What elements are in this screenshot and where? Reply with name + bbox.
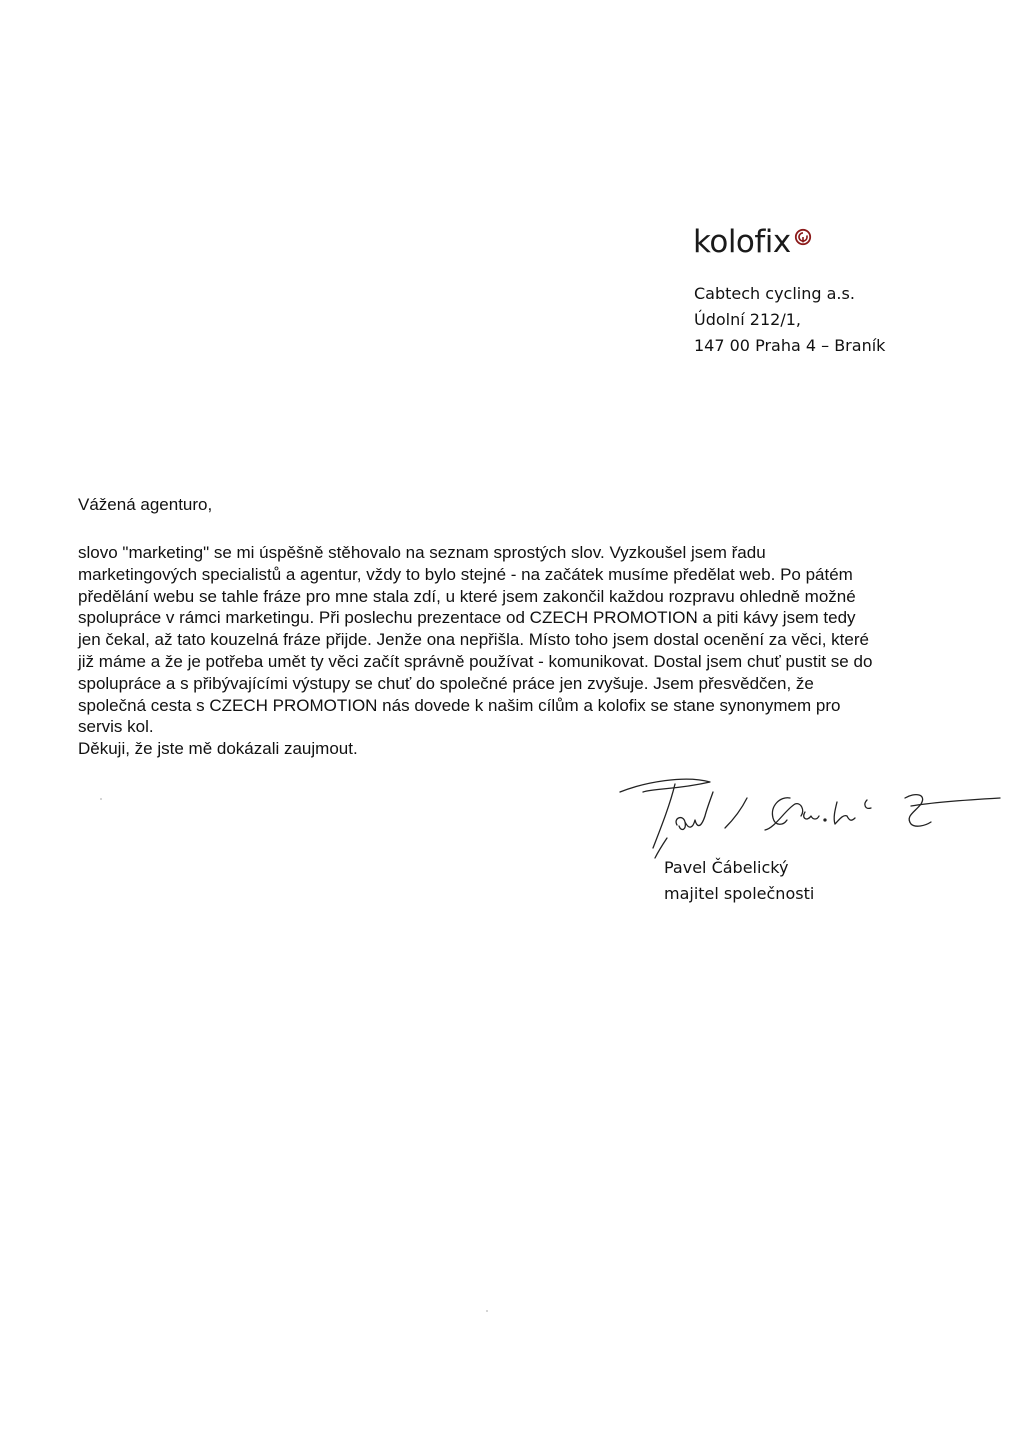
body-line: spolupráce v rámci marketingu. Při poslechu prezentace od CZECH PROMOTION a piti kávy jsem tedy [78, 608, 856, 628]
body-line: spolupráce a s přibývajícími výstupy se chuť do společné práce jen zvyšuje. Jsem přesvědčen, že [78, 673, 814, 693]
refresh-circle-icon [794, 228, 812, 246]
body-line: Děkuji, že jste mě dokázali zaujmout. [78, 739, 358, 759]
logo-wordmark: kolofix [693, 224, 791, 260]
body-line: společná cesta s CZECH PROMOTION nás dovede k našim cílům a kolofix se stane synonymem pro [78, 695, 841, 715]
body-line: jen čekal, až tato kouzelná fráze přijde. Jenže ona nepřišla. Místo toho jsem dostal ocenění za věci, které [78, 630, 869, 650]
sender-address [694, 281, 885, 359]
signer-block [664, 855, 814, 907]
sender-company: Cabtech cycling a.s. [694, 284, 855, 303]
signer-title: majitel společnosti [664, 884, 815, 903]
scan-speck [486, 1310, 488, 1312]
body-line: servis kol. [78, 717, 154, 737]
letter-body [78, 542, 958, 760]
letter-salutation: Vážená agenturo, [78, 495, 213, 514]
scan-speck [100, 798, 102, 800]
body-line: již máme a že je potřeba umět ty věci začít správně používat - komunikovat. Dostal jsem chuť pustit se do [78, 651, 873, 671]
handwritten-signature [615, 770, 1015, 865]
body-line: slovo "marketing" se mi úspěšně stěhovalo na seznam sprostých slov. Vyzkoušel jsem řadu [78, 543, 766, 562]
sender-city: 147 00 Praha 4 – Braník [694, 336, 886, 355]
body-line: předělání webu se tahle fráze pro mne stala zdí, u které jsem zakončil každou rozpravu ohledně možné [78, 586, 856, 606]
company-logo [693, 220, 812, 264]
signer-name: Pavel Čábelický [664, 858, 789, 877]
body-line: marketingových specialistů a agentur, vždy to bylo stejné - na začátek musíme předělat web. Po pátém [78, 564, 853, 584]
sender-street: Údolní 212/1, [694, 310, 801, 329]
